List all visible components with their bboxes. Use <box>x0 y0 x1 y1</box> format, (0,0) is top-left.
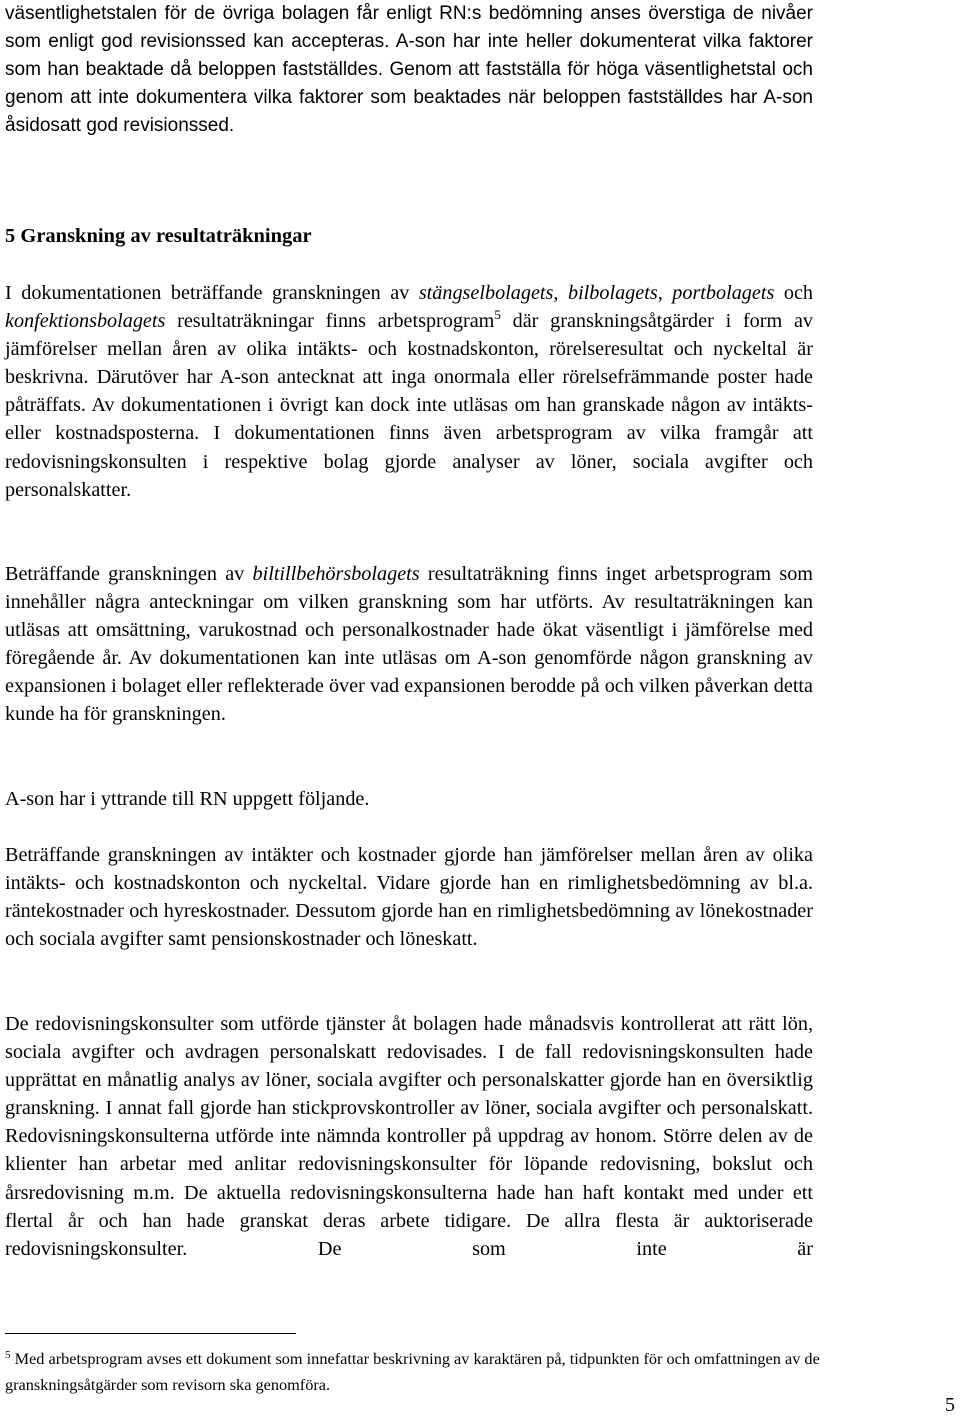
footnote-text: Med arbetsprogram avses ett dokument som innefattar beskrivning av karaktären på, tidpunkten för och omfattningen av de granskningsåtgärder som revisorn ska genomföra. <box>5 1349 820 1394</box>
text-run: , <box>553 282 568 304</box>
text-run: där granskningsåtgärder i form av jämförelser mellan åren av olika intäkts- och kostnadskonton, rörelseresultat och nyckeltal är beskrivna. Därutöver har A-son antecknat att inga onormala eller rörelsefrämmande poster hade påträffats. Av dokumentationen i övrigt kan dock inte utläsas om han granskade någon av intäkts- eller kostnadsposterna. I dokumentationen finns även arbetsprogram av vilka framgår att redovisningskonsulten i respektive bolag gjorde analyser av löner, sociala avgifter och personalskatter. <box>5 310 813 501</box>
paragraph-text: väsentlighetstalen för de övriga bolagen får enligt RN:s bedömning anses överstiga de nivåer som enligt god revisionssed kan accepteras. A-son har inte heller dokumenterat vilka faktorer som han beaktade då beloppen fastställdes. Genom att fastställa för höga väsentlighetstal och genom att inte dokumentera vilka faktorer som beaktades när beloppen fastställdes har A-son åsidosatt god revisionssed. <box>5 3 813 137</box>
footnote-separator <box>5 1333 296 1334</box>
text-run: resultaträkning finns inget arbetsprogram som innehåller några anteckningar om vilken granskning som har utförts. Av resultaträkningen kan utläsas att omsättning, varukostnad och personalkostnader hade ökat väsentligt i jämförelse med föregående år. Av dokumentationen kan inte utläsas om A-son genomförde någon granskning av expansionen i bolaget eller reflekterade över vad expansionen berodde på och vilken påverkan detta kunde ha för granskningen. <box>5 563 813 726</box>
footnote-number: 5 <box>5 1349 11 1361</box>
footnote <box>5 1346 835 1398</box>
paragraph-car-accessories <box>5 560 813 729</box>
text-run: , <box>657 282 673 304</box>
section-title: 5 Granskning av resultaträkningar <box>5 225 312 247</box>
italic-term: konfektionsbolagets <box>5 310 166 333</box>
paragraph-income-expenses <box>5 841 813 953</box>
paragraph-statement-intro <box>5 785 813 813</box>
section-heading <box>5 222 813 250</box>
paragraph-materiality-continued <box>5 0 813 140</box>
paragraph-text: A-son har i yttrande till RN uppgett följande. <box>5 788 370 810</box>
italic-term: stängselbolagets <box>418 282 554 304</box>
italic-term: portbolagets <box>672 282 775 304</box>
paragraph-text <box>5 279 813 504</box>
page-number: 5 <box>945 1394 955 1416</box>
footnote-reference[interactable]: 5 <box>494 307 501 323</box>
paragraph-accounting-consultants <box>5 1010 813 1263</box>
paragraph-text: De redovisningskonsulter som utförde tjänster åt bolagen hade månadsvis kontrollerat att rätt lön, sociala avgifter och avdragen personalskatt redovisades. I de fall redovisningskonsulten hade upprättat en månatlig analys av löner, sociala avgifter och personalskatter gjorde han en översiktlig granskning. I annat fall gjorde han stickprovskontroller av löner, sociala avgifter och personalskatt. Redovisningskonsulterna utförde inte nämnda kontroller på uppdrag av honom. Större delen av de klienter han arbetar med anlitar redovisningskonsulter för löpande redovisning, bokslut och årsredovisning m.m. De aktuella redovisningskonsulterna hade han haft kontakt med under ett flertal år och han hade granskat deras arbete tidigare. De allra flesta är auktoriserade redovisningskonsulter. De som inte är <box>5 1013 813 1260</box>
paragraph-text <box>5 560 813 729</box>
text-run: resultaträkningar finns arbetsprogram <box>165 310 495 333</box>
paragraph-documentation <box>5 279 813 504</box>
paragraph-text: Beträffande granskningen av intäkter och kostnader gjorde han jämförelser mellan åren av olika intäkts- och kostnadskonton och nyckeltal. Vidare gjorde han en rimlighetsbedömning av bl.a. räntekostnader och hyreskostnader. Dessutom gjorde han en rimlighetsbedömning av lönekostnader och sociala avgifter samt pensionskostnader och löneskatt. <box>5 844 813 951</box>
text-run: och <box>774 282 813 304</box>
text-run: Beträffande granskningen av <box>5 563 253 585</box>
text-run: I dokumentationen beträffande granskningen av <box>5 282 419 304</box>
italic-term: bilbolagets <box>567 282 658 304</box>
italic-term: biltillbehörsbolagets <box>252 563 420 585</box>
